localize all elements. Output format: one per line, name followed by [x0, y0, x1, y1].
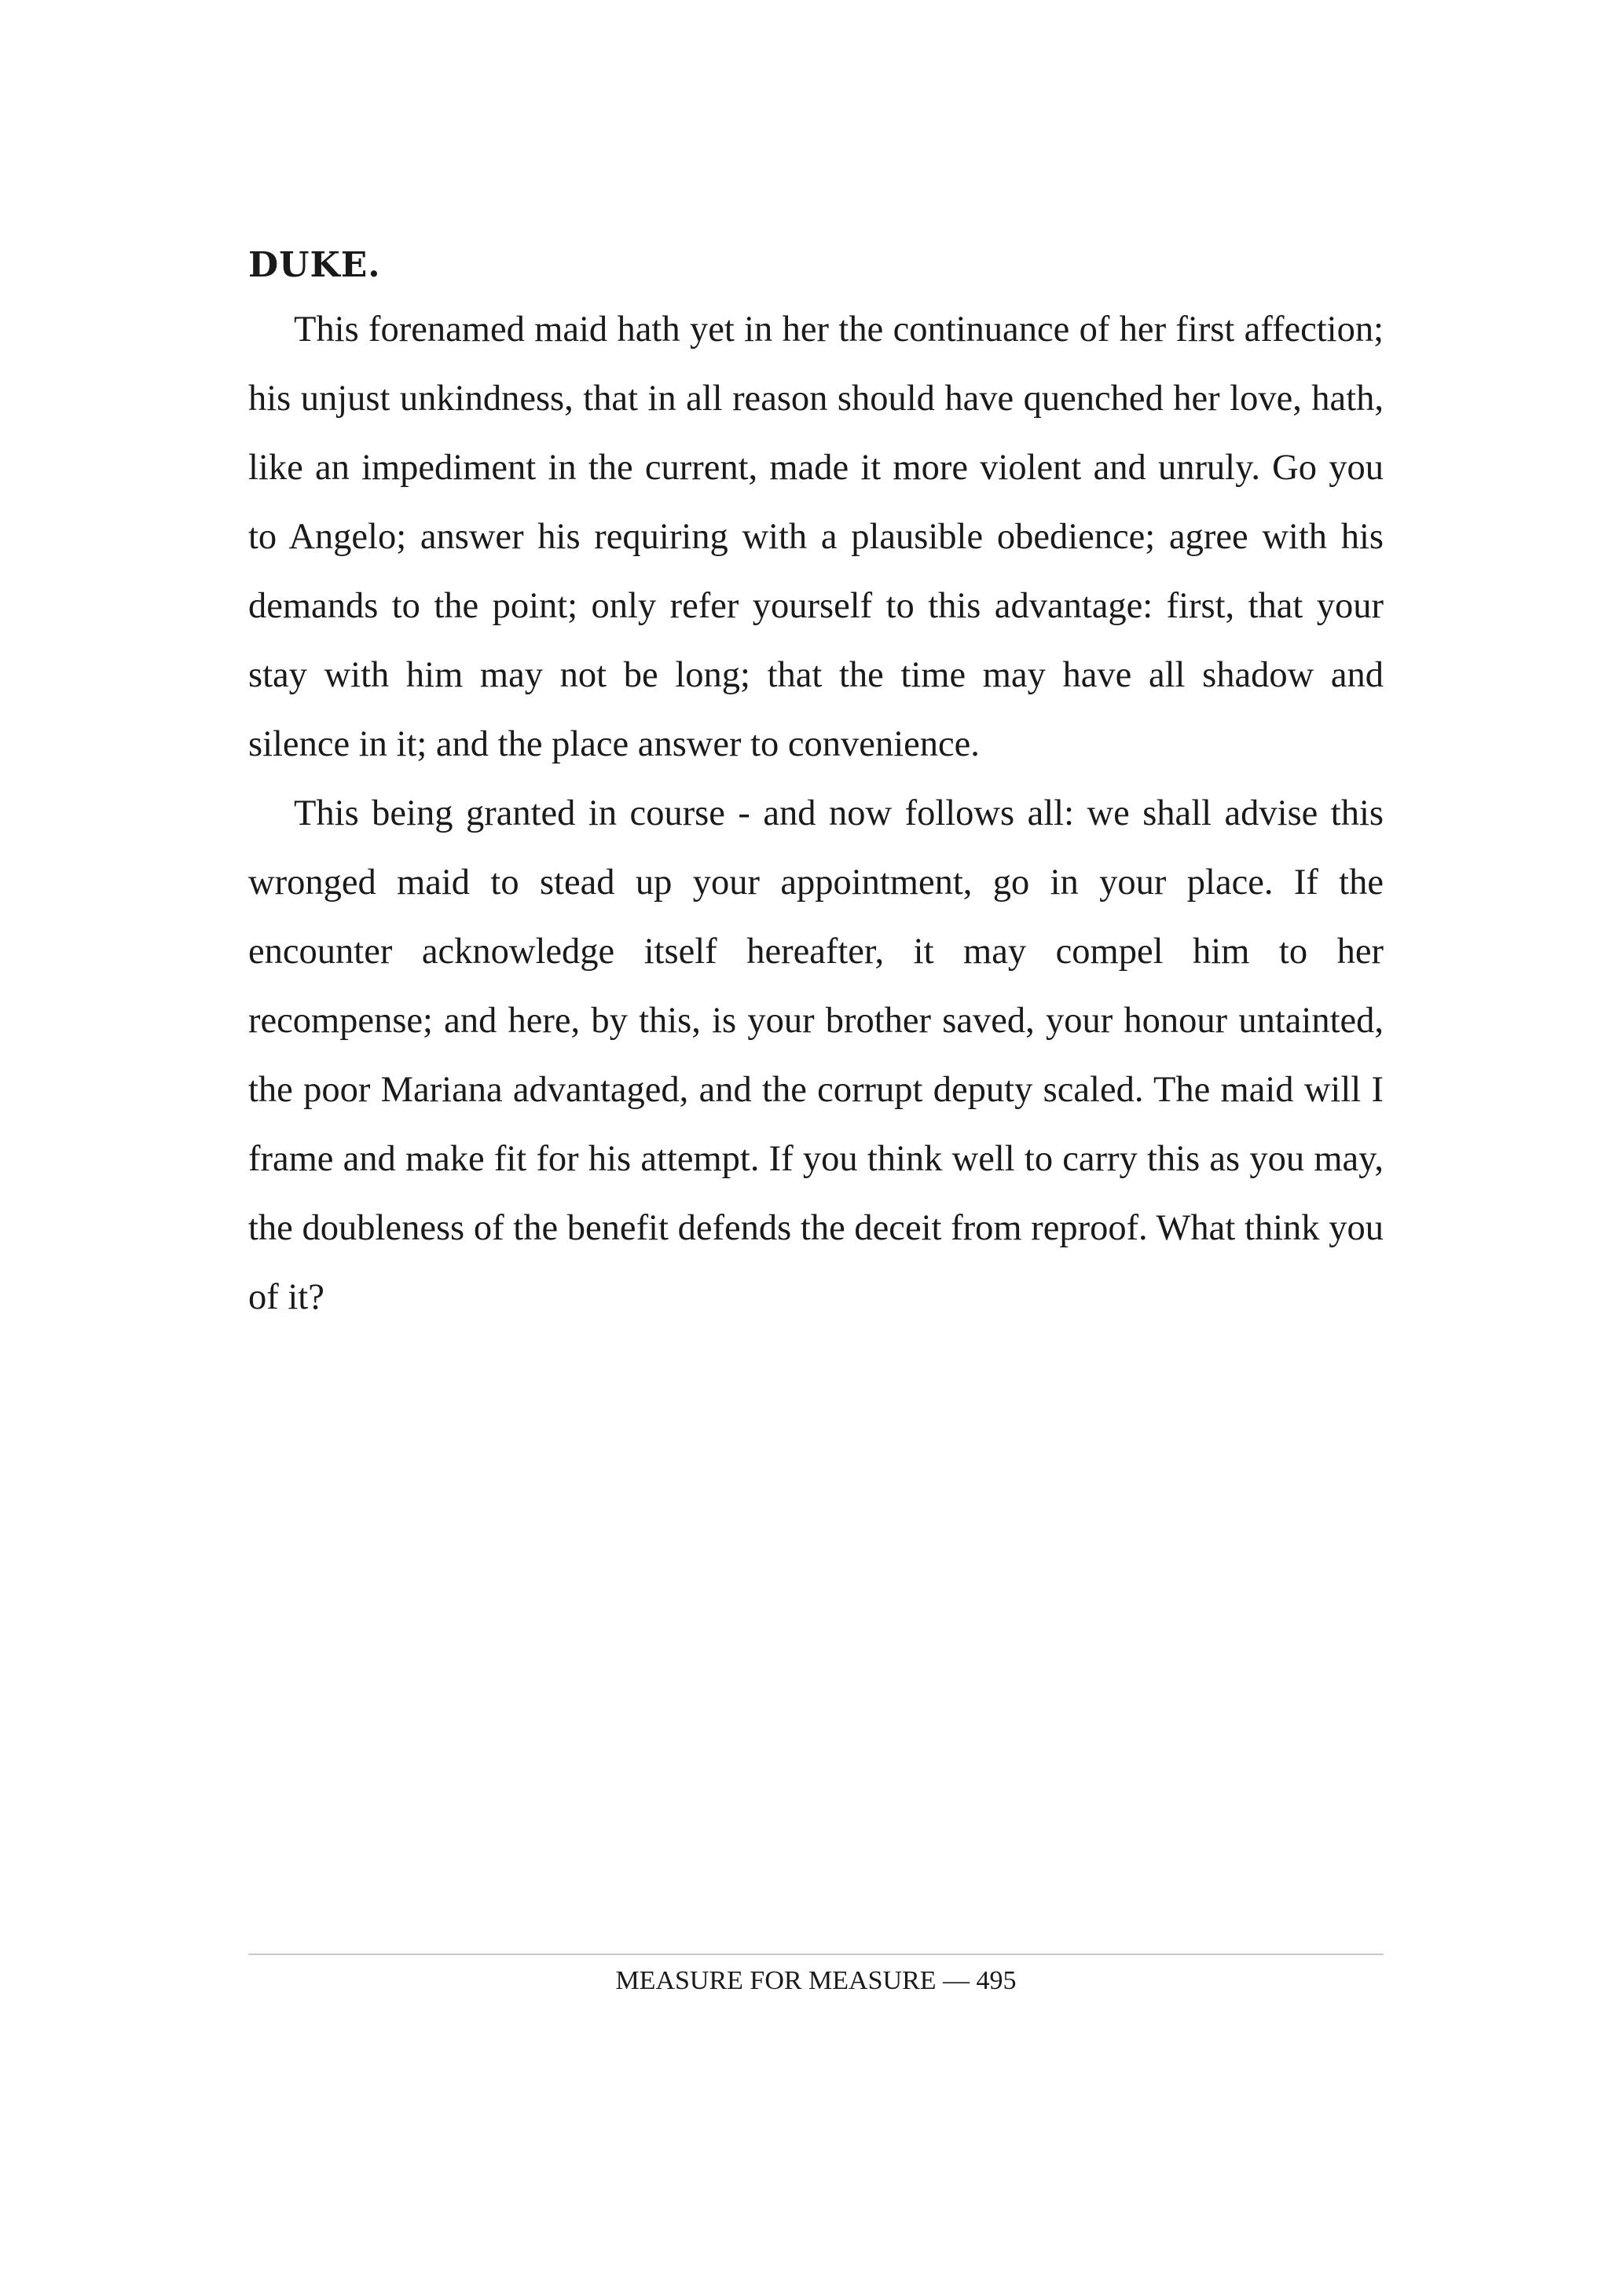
footer-divider	[248, 1954, 1384, 1955]
speaker-name: DUKE.	[248, 245, 381, 285]
speech-paragraph-1: This forenamed maid hath yet in her the continuance of her first affection; his unjust unkindness, that in all reason should have quenched her love, hath, like an impediment in the current, made it more violent and unruly. Go you to Angelo; answer his requiring with a plausible obedience; agree with his demands to the point; only refer yourself to this advantage: first, that your stay with him may not be long; that the time may have all shadow and silence in it; and the place answer to convenience.	[248, 309, 1384, 764]
speech-block	[248, 236, 1384, 1332]
speech-paragraph-2: This being granted in course - and now follows all: we shall advise this wronged maid to stead up your appointment, go in your place. If the encounter acknowledge itself hereafter, it may compel him to her recompense; and here, by this, is your brother saved, your honour untainted, the poor Mariana advantaged, and the corrupt deputy scaled. The maid will I frame and make fit for his attempt. If you think well to carry this as you may, the doubleness of the benefit defends the deceit from reproof. What think you of it?	[248, 793, 1384, 1317]
running-footer: MEASURE FOR MEASURE — 495	[615, 1966, 1017, 1995]
